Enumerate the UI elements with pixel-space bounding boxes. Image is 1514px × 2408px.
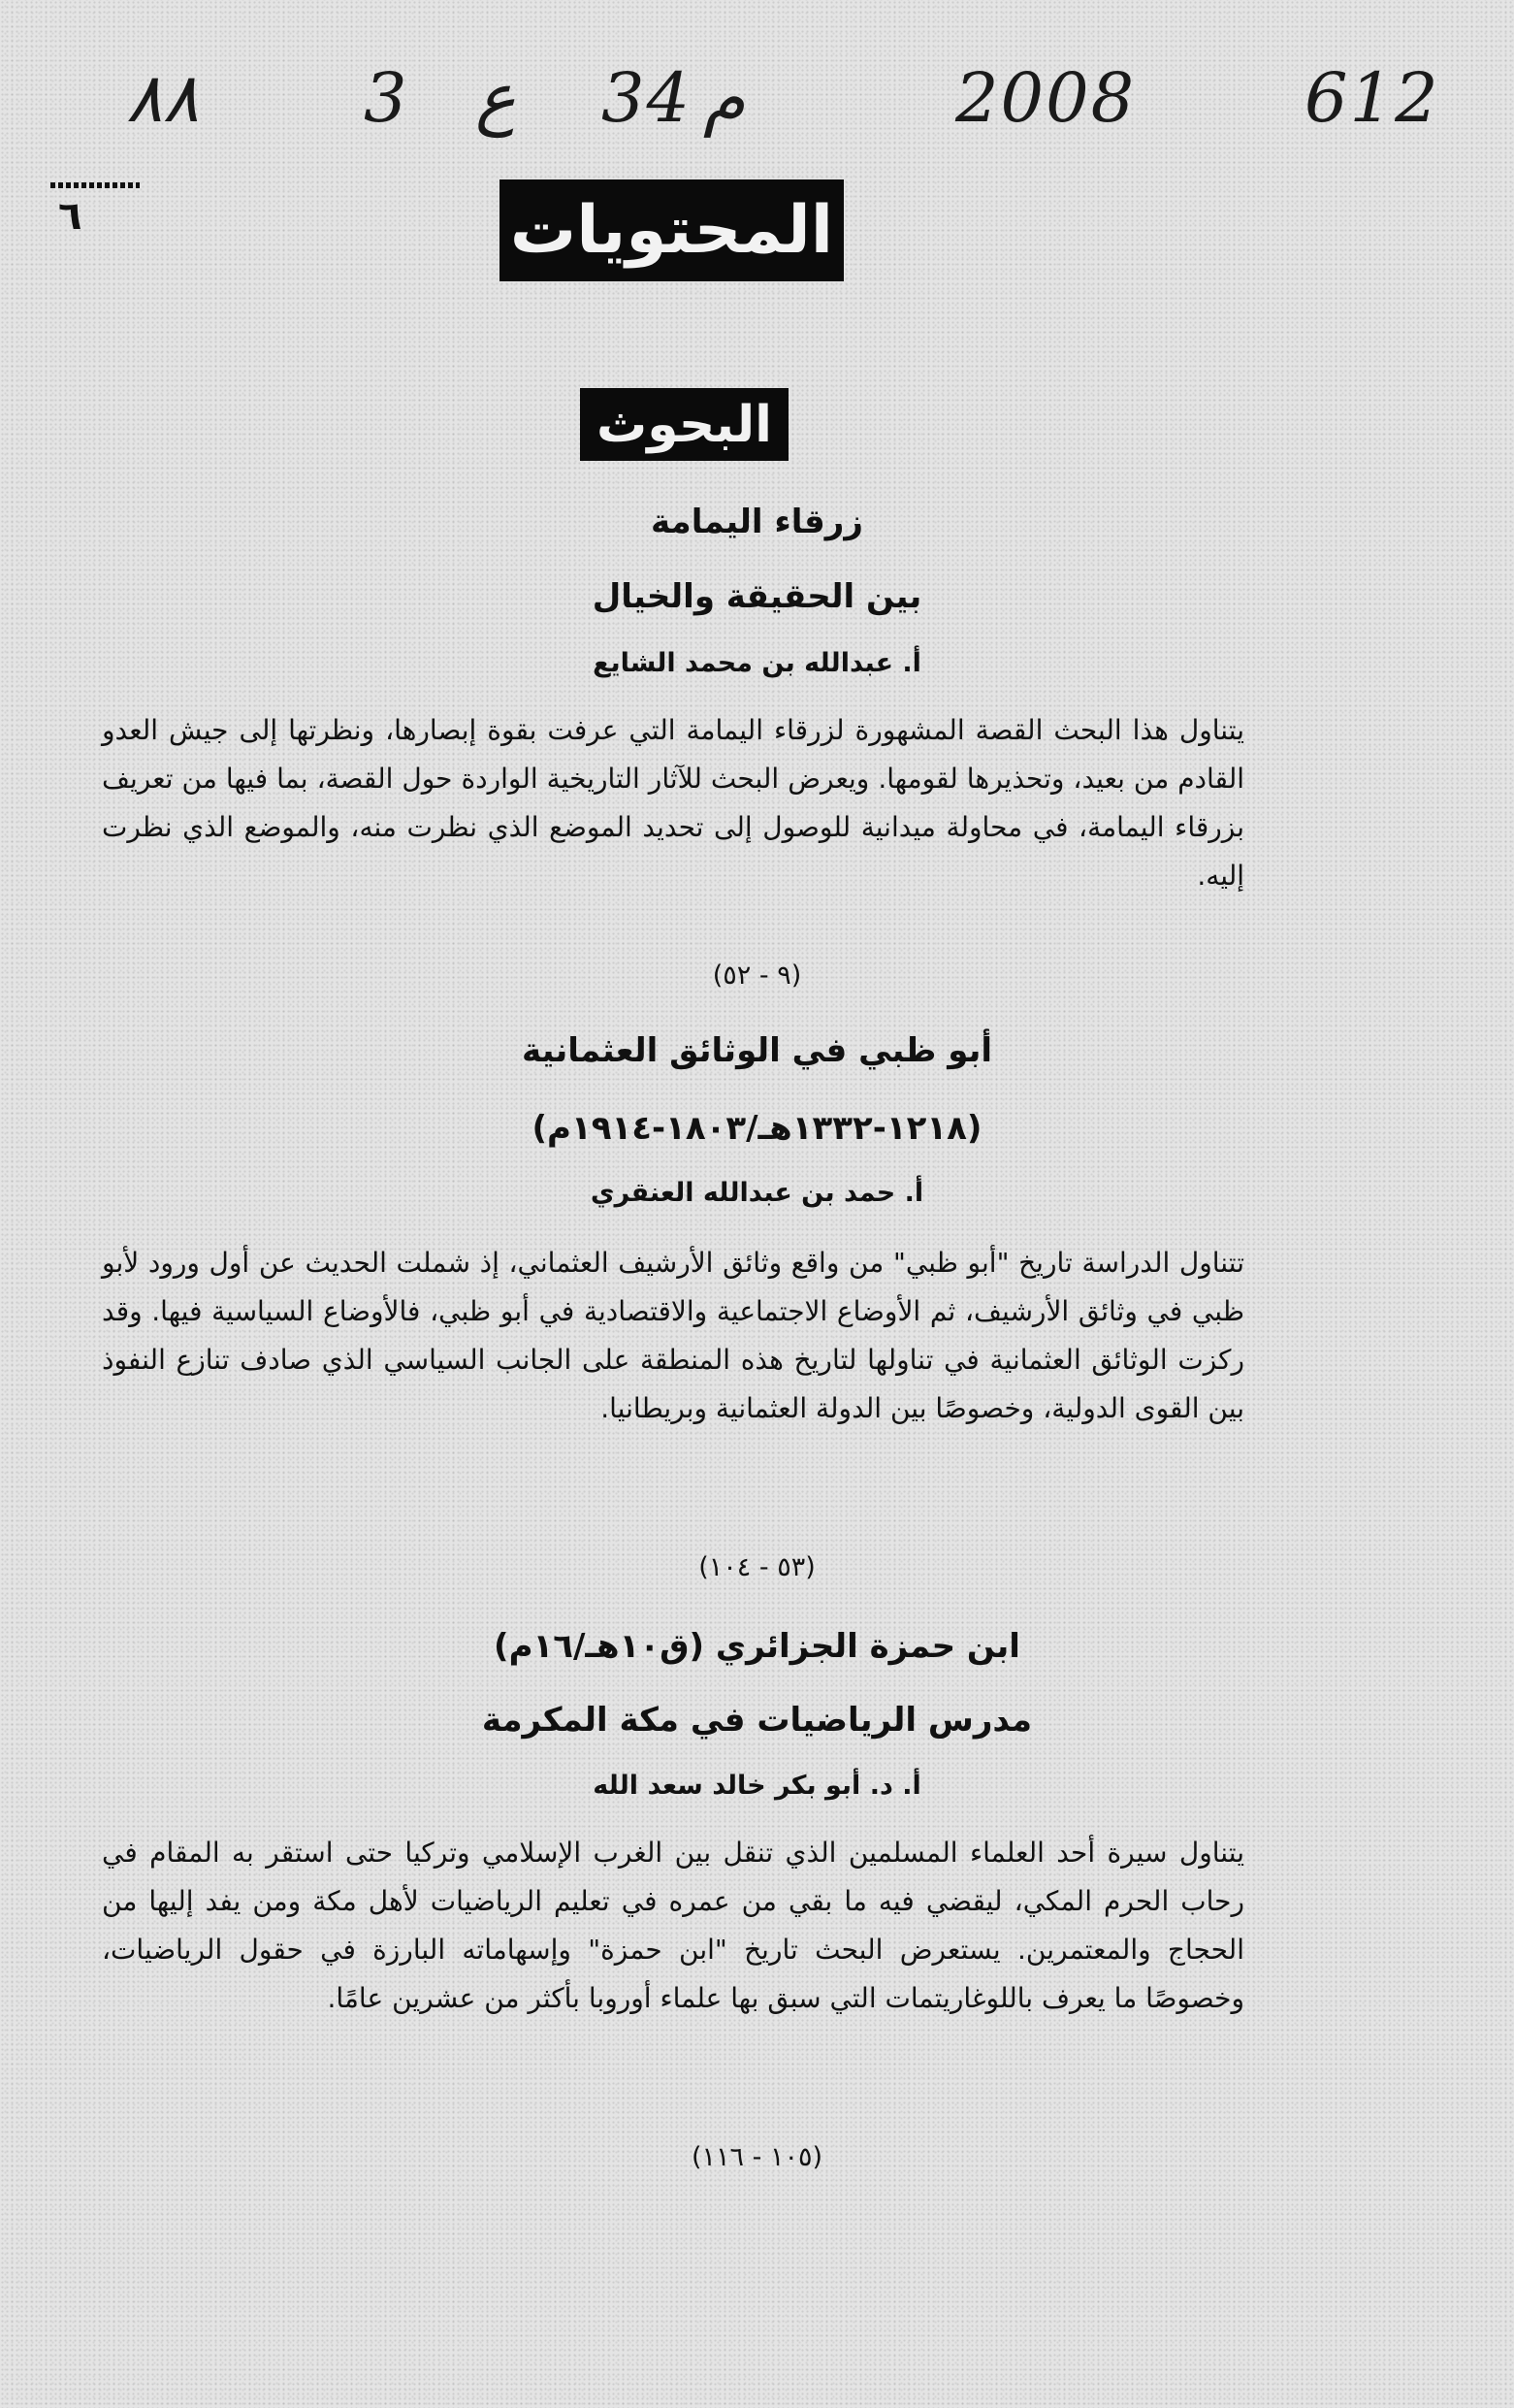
article-title: أبو ظبي في الوثائق العثمانية	[521, 1031, 993, 1070]
article-subtitle: بين الحقيقة والخيال	[592, 577, 922, 616]
handwritten-note: م	[703, 58, 746, 138]
handwritten-note: ٨٨	[126, 58, 200, 138]
article-title: ابن حمزة الجزائري (ق١٠هـ/١٦م)	[494, 1627, 1020, 1666]
article-author: أ. د. أبو بكر خالد سعد الله	[593, 1771, 921, 1801]
article-subtitle: (١٢١٨-١٣٣٢هـ/١٨٠٣-١٩١٤م)	[532, 1109, 982, 1148]
page-number-ornament	[50, 182, 140, 188]
page-title: المحتويات	[499, 179, 844, 281]
handwritten-note: 34	[601, 58, 693, 138]
article-page-range: (٥٣ - ١٠٤)	[698, 1552, 816, 1582]
handwritten-note: ع	[475, 58, 516, 138]
article-author: أ. عبدالله بن محمد الشايع	[593, 648, 921, 678]
article-title: زرقاء اليمامة	[651, 503, 863, 541]
article-abstract: تتناول الدراسة تاريخ "أبو ظبي" من واقع وثائق الأرشيف العثماني، إذ شملت الحديث عن أول ورود لأبو ظبي في وثائق الأرشيف، ثم الأوضاع الاجتماعية والاقتصادية في أبو ظبي، فالأوضاع السياسية فيها. وقد ركزت الوثائق العثمانية في تناولها لتاريخ هذه المنطقة على الجانب السياسي الذي صادف تنازع النفوذ بين القوى الدولية، وخصوصًا بين الدولة العثمانية وبريطانيا.	[102, 1247, 1244, 1424]
article-subtitle: مدرس الرياضيات في مكة المكرمة	[481, 1701, 1033, 1740]
article-page-range: (٩ - ٥٢)	[712, 960, 802, 991]
page-number: ٦	[58, 194, 82, 239]
handwritten-note: 3	[364, 58, 409, 138]
article-page-range: (١٠٥ - ١١٦)	[691, 2142, 823, 2172]
handwritten-note: 612	[1305, 58, 1440, 138]
article-abstract: يتناول سيرة أحد العلماء المسلمين الذي تنقل بين الغرب الإسلامي وتركيا حتى استقر به المقام في رحاب الحرم المكي، ليقضي فيه ما بقي من عمره في تعليم الرياضيات لأهل مكة ومن يفد إليها من الحجاج والمعتمرين. يستعرض البحث تاريخ "ابن حمزة" وإسهاماته البارزة في حقول الرياضيات، وخصوصًا ما يعرف باللوغاريتمات التي سبق بها علماء أوروبا بأكثر من عشرين عامًا.	[102, 1837, 1244, 2014]
handwritten-note: 2008	[955, 58, 1137, 138]
section-title: البحوث	[580, 388, 789, 461]
article-author: أ. حمد بن عبدالله العنقري	[590, 1178, 924, 1208]
article-abstract: يتناول هذا البحث القصة المشهورة لزرقاء اليمامة التي عرفت بقوة إبصارها، ونظرتها إلى جيش العدو القادم من بعيد، وتحذيرها لقومها. ويعرض البحث للآثار التاريخية الواردة حول القصة، بما فيها من تعريف بزرقاء اليمامة، في محاولة ميدانية للوصول إلى تحديد الموضع الذي نظرت منه، والموضع الذي نظرت إليه.	[102, 714, 1244, 892]
